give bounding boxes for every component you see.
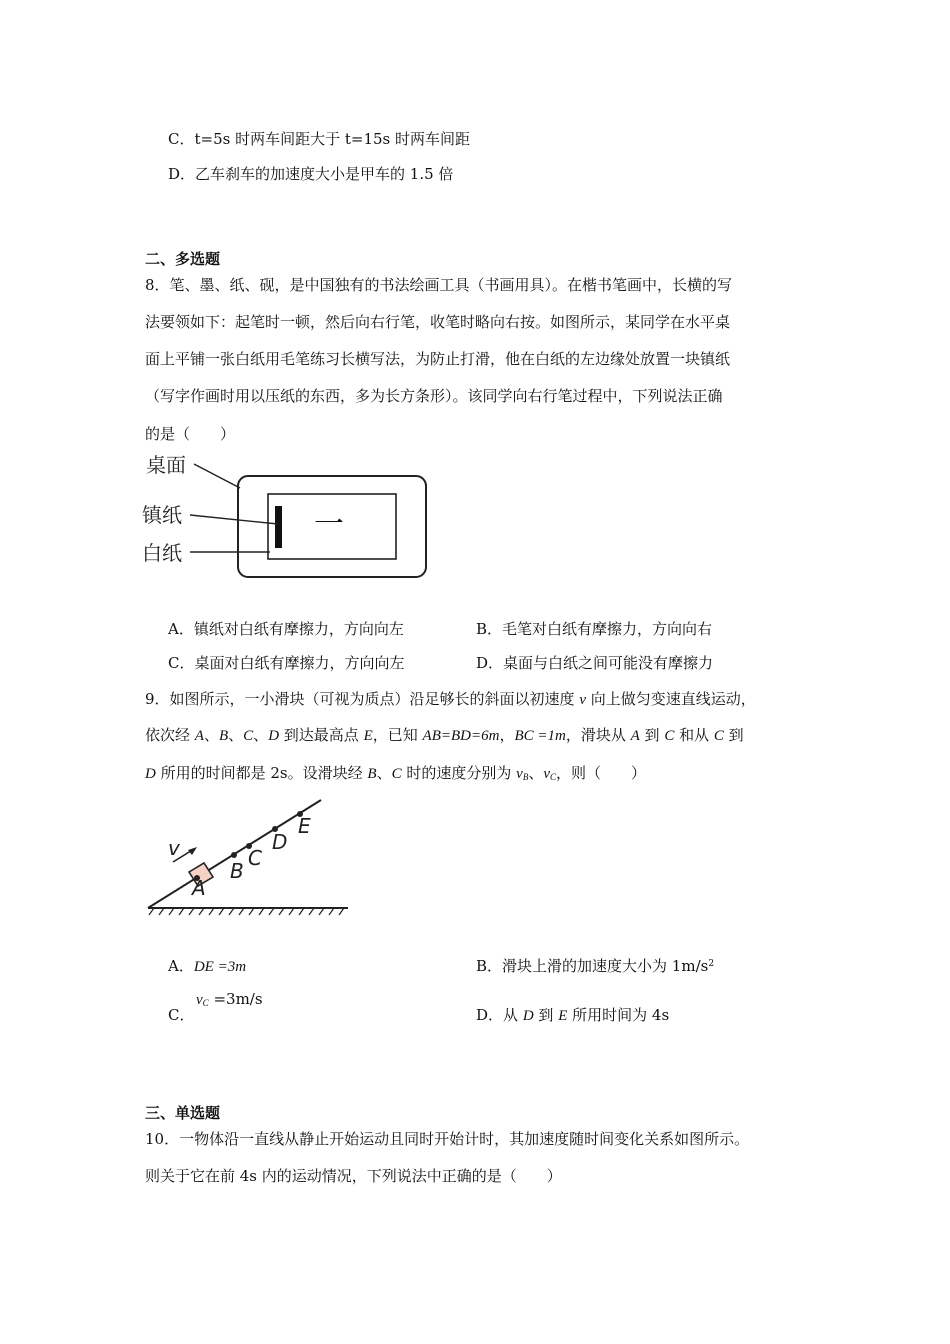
point-b-dot: [231, 852, 237, 858]
q10-stem-line-2: 则关于它在前 4s 内的运动情况，下列说法中正确的是（ ）: [145, 1167, 562, 1185]
q9-option-c-letter: C．: [168, 1006, 195, 1024]
leader-weight: [190, 515, 278, 524]
q8-stem-line-2: 法要领如下：起笔时一顿，然后向右行笔，收笔时略向右按。如图所示，某同学在水平桌: [145, 313, 731, 331]
q9-option-d: D．从 D 到 E 所用时间为 4s: [476, 1006, 670, 1024]
q9-equation-bc: BC =1m: [514, 728, 566, 744]
q7-option-d: D．乙车刹车的加速度大小是甲车的 1.5 倍: [168, 165, 454, 183]
q8-stem-line-5: 的是（ ）: [145, 425, 236, 443]
section-heading-single: 三、单选题: [145, 1104, 221, 1122]
q10-stem-line-1: 10．一物体沿一直线从静止开始运动且同时开始计时，其加速度随时间变化关系如图所示。: [145, 1130, 750, 1148]
leader-desk: [194, 464, 240, 488]
ground-hatching: [149, 908, 344, 915]
label-b: B: [230, 859, 244, 883]
label-paper: 白纸: [142, 541, 182, 565]
q8-option-a: A．镇纸对白纸有摩擦力，方向向左: [168, 620, 404, 638]
q8-stem-line-1: 8．笔、墨、纸、砚，是中国独有的书法绘画工具（书画用具）。在楷书笔画中，长横的写: [145, 276, 733, 294]
q8-stem-line-4: （写字作画时用以压纸的东西，多为长方条形）。该同学向右行笔过程中，下列说法正确: [145, 387, 723, 405]
q9-option-a: A．DE =3m: [168, 957, 247, 975]
q9-stem-line-2: 依次经 A、B、C、D 到达最高点 E，已知 AB=BD=6m，BC =1m，滑块从 A 到 C 和从 C 到: [145, 726, 744, 744]
q9-stem-line-3: D 所用的时间都是 2s。设滑块经 B、C 时的速度分别为 $v_B$、$v_C$，则（ ）: [145, 764, 647, 782]
label-e: E: [298, 814, 311, 838]
section-heading-multi: 二、多选题: [145, 250, 221, 268]
q9-equation-ab-bd: AB=BD=6m: [422, 728, 500, 744]
label-weight: 镇纸: [142, 503, 182, 527]
label-desk: 桌面: [146, 453, 186, 477]
velocity-arrow-head: [188, 847, 197, 855]
q9-option-c-formula: $v_C =3m/s$: [196, 990, 263, 1008]
q9-stem-line-1: 9．如图所示，一小滑块（可视为质点）沿足够长的斜面以初速度 v 向上做匀变速直线运动，: [145, 690, 756, 708]
q8-stem-line-3: 面上平铺一张白纸用毛笔练习长横写法，为防止打滑，他在白纸的左边缘处放置一块镇纸: [145, 350, 731, 368]
q8-desk-figure: [138, 448, 438, 583]
q7-option-c: C．t=5s 时两车间距大于 t=15s 时两车间距: [168, 130, 471, 148]
paper-weight-bar: [275, 506, 282, 548]
q8-option-b: B．毛笔对白纸有摩擦力，方向向右: [476, 620, 713, 638]
label-v: v: [168, 836, 180, 860]
q8-option-d: D．桌面与白纸之间可能没有摩擦力: [476, 654, 714, 672]
brush-stroke-char: 一: [314, 507, 344, 542]
q8-option-c: C．桌面对白纸有摩擦力，方向向左: [168, 654, 405, 672]
q9-option-b: B．滑块上滑的加速度大小为 $1m/s^2$: [476, 957, 715, 975]
label-c: C: [248, 846, 262, 870]
q9-incline-figure: [140, 795, 355, 920]
label-a: A: [192, 876, 206, 900]
label-d: D: [272, 830, 288, 854]
